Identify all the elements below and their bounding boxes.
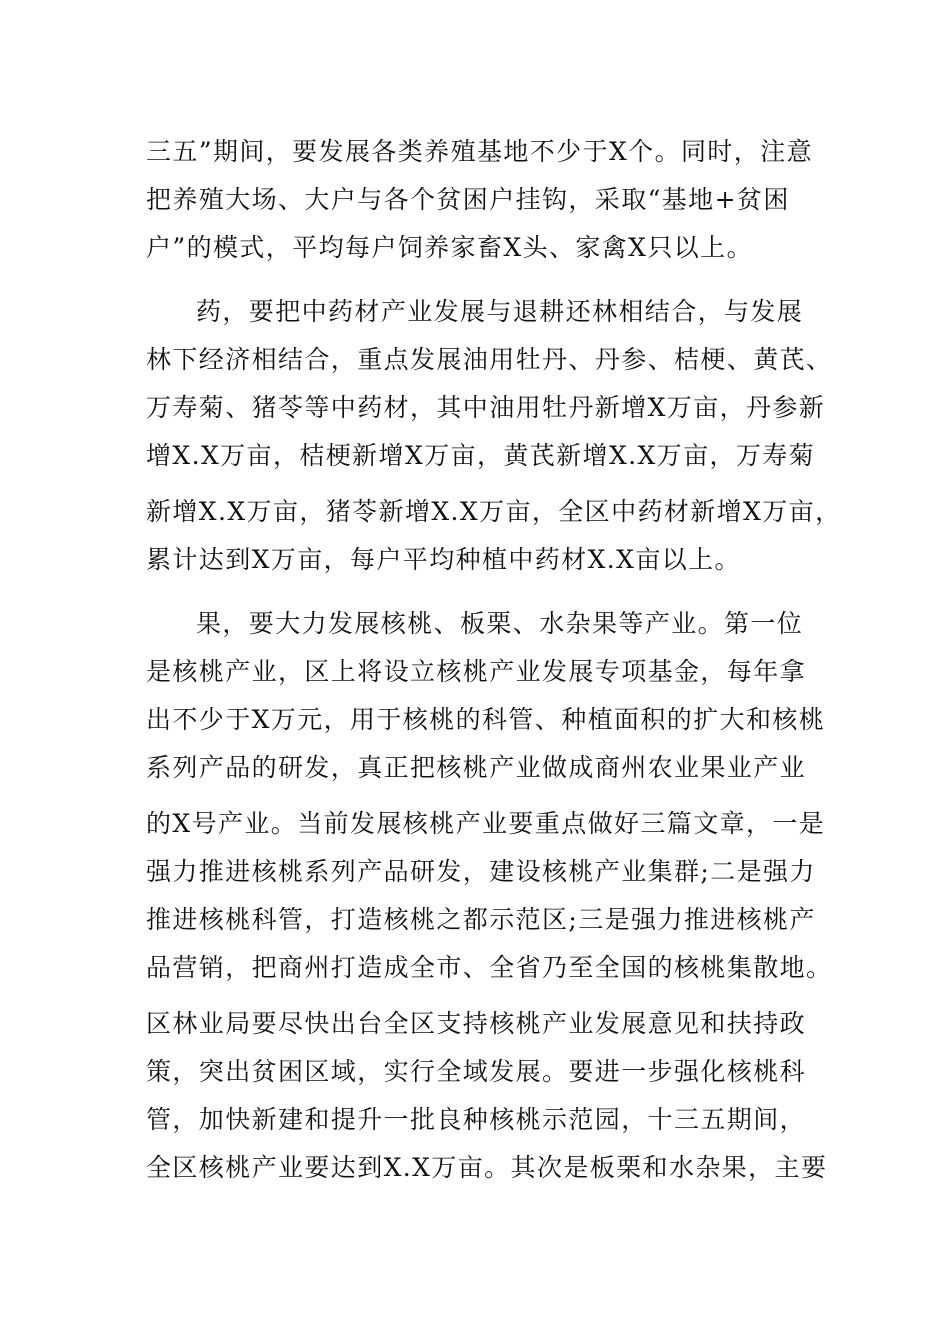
text-line: 推进核桃科管，打造核桃之都示范区;三是强力推进核桃产: [146, 905, 816, 934]
text-line: 强力推进核桃系列产品研发，建设核桃产业集群;二是强力: [146, 857, 816, 886]
text-line: 林下经济相结合，重点发展油用牡丹、丹参、桔梗、黄芪、: [146, 345, 833, 374]
text-line: 果，要大力发展核桃、板栗、水杂果等产业。第一位: [196, 609, 804, 638]
text-line: 的X号产业。当前发展核桃产业要重点做好三篇文章，一是: [146, 809, 826, 838]
text-line: 策，突出贫困区域，实行全域发展。要进一步强化核桃科: [146, 1057, 807, 1086]
text-line: 全区核桃产业要达到X.X万亩。其次是板栗和水杂果，主要: [146, 1153, 828, 1182]
text-line: 户”的模式，平均每户饲养家畜X头、家禽X只以上。: [146, 233, 753, 262]
text-line: 系列产品的研发，真正把核桃产业做成商州农业果业产业: [146, 753, 807, 782]
text-line: 是核桃产业，区上将设立核桃产业发展专项基金，每年拿: [146, 657, 807, 686]
text-line: 累计达到X万亩，每户平均种植中药材X.X亩以上。: [146, 545, 741, 574]
text-line: 药，要把中药材产业发展与退耕还林相结合，与发展: [196, 297, 804, 326]
text-line: 三五”期间，要发展各类养殖基地不少于X个。同时，注意: [146, 137, 813, 166]
text-line: 区林业局要尽快出台全区支持核桃产业发展意见和扶持政: [146, 1009, 807, 1038]
text-line: 万寿菊、猪苓等中药材，其中油用牡丹新增X万亩，丹参新: [146, 393, 826, 422]
text-line: 出不少于X万元，用于核桃的科管、种植面积的扩大和核桃: [146, 705, 826, 734]
text-line: 品营销，把商州打造成全市、全省乃至全国的核桃集散地。: [146, 953, 833, 982]
text-line: 增X.X万亩，桔梗新增X万亩，黄芪新增X.X万亩，万寿菊: [146, 441, 816, 470]
text-line: 新增X.X万亩，猪苓新增X.X万亩，全区中药材新增X万亩，: [146, 497, 842, 526]
text-line: 管，加快新建和提升一批良种核桃示范园，十三五期间，: [146, 1105, 807, 1134]
text-line: 把养殖大场、大户与各个贫困户挂钩，采取“基地+贫困: [146, 185, 790, 214]
